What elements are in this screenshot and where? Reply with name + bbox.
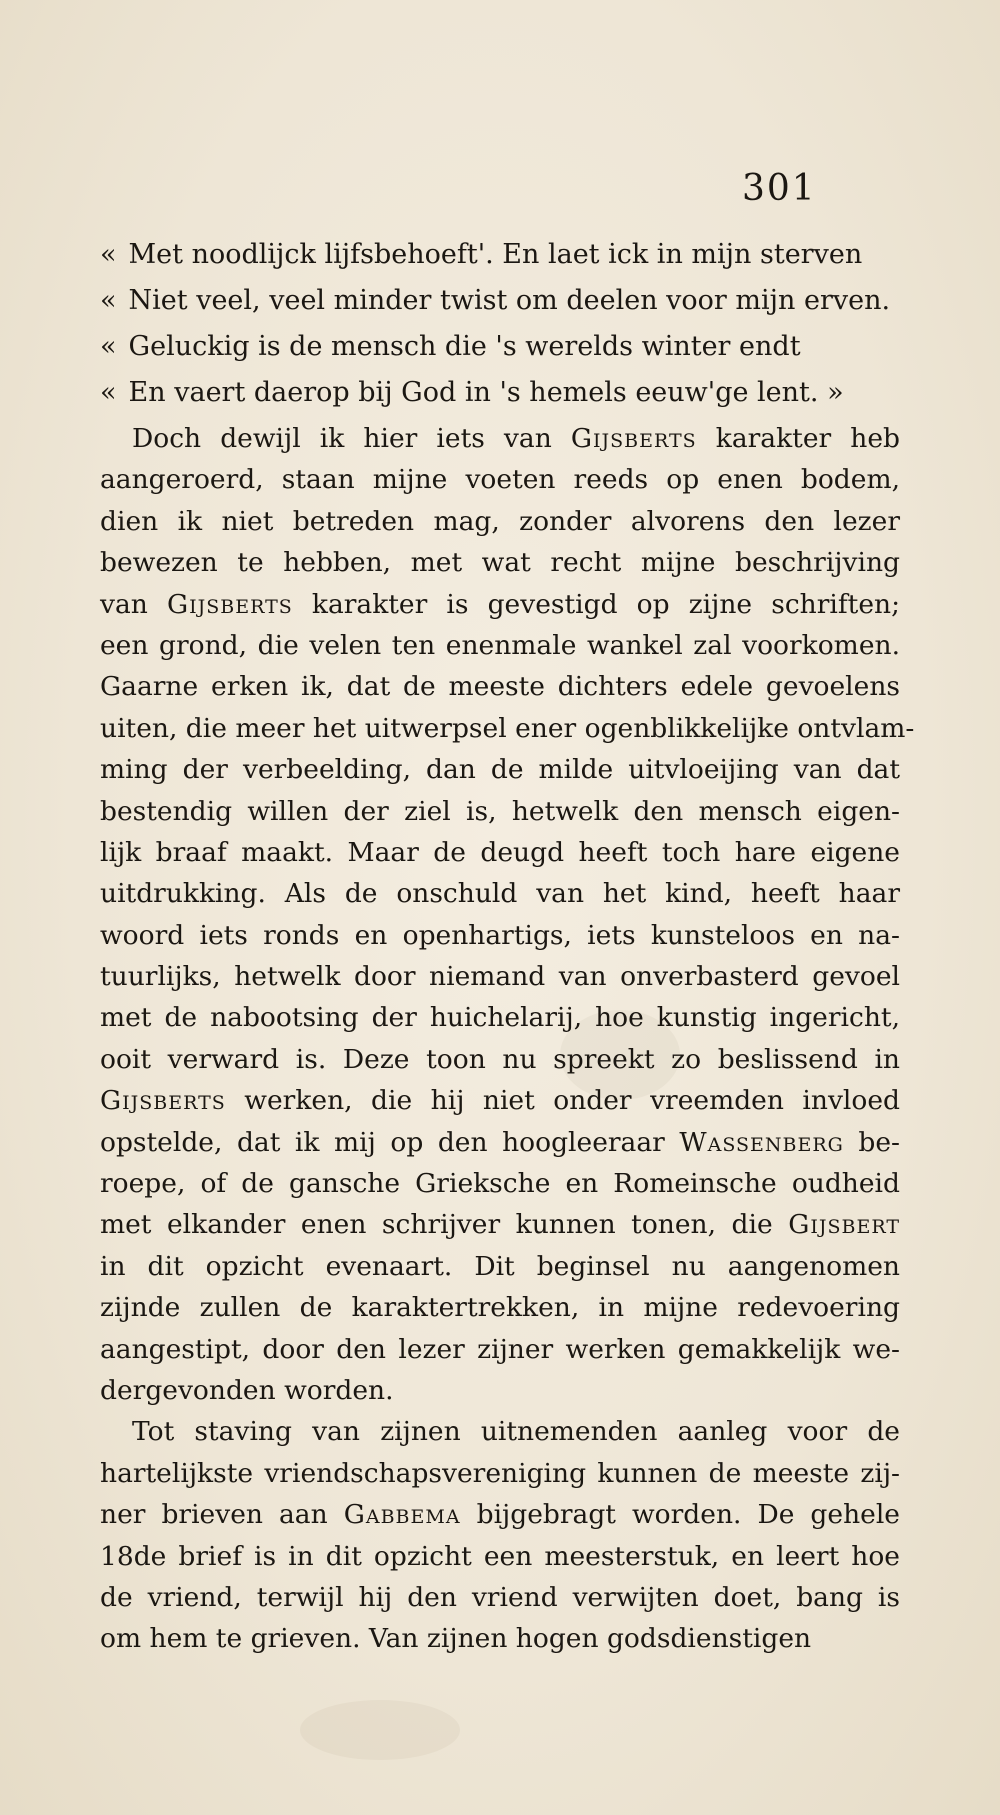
text-segment: dien ik niet betreden mag, zonder alvorens den lezer bbox=[100, 505, 900, 537]
text-segment: dergevonden worden. bbox=[100, 1374, 394, 1406]
text-segment: aangeroerd, staan mijne voeten reeds op enen bodem, bbox=[100, 464, 900, 496]
verse-text: Geluckig is de mensch die 's werelds winter endt bbox=[128, 331, 801, 362]
text-line bbox=[100, 1287, 900, 1328]
text-line bbox=[100, 1618, 900, 1659]
verse-line bbox=[100, 232, 900, 278]
page-number: 301 bbox=[742, 168, 817, 209]
text-segment: 18de brief is in dit opzicht een meesterstuk, en leert hoe bbox=[100, 1540, 900, 1572]
text-line bbox=[100, 1080, 900, 1121]
text-line bbox=[100, 459, 900, 500]
small-caps-name: Gabbema bbox=[343, 1499, 461, 1531]
text-line bbox=[100, 956, 900, 997]
text-line bbox=[100, 625, 900, 666]
text-segment: met elkander enen schrijver kunnen tonen, die bbox=[100, 1209, 789, 1241]
paper-stain bbox=[300, 1700, 460, 1760]
verse-quotation bbox=[100, 232, 900, 416]
text-line bbox=[100, 418, 900, 459]
text-segment: bijgebragt worden. De gehele bbox=[460, 1499, 900, 1531]
text-segment: Doch dewijl ik hier iets van bbox=[132, 423, 571, 454]
text-segment: tuurlijks, hetwelk door niemand van onverbasterd gevoel bbox=[100, 961, 900, 993]
text-segment: hartelijkste vriendschapsvereniging kunnen de meeste zij- bbox=[100, 1457, 900, 1489]
text-segment: opstelde, dat ik mij op den hoogleeraar bbox=[100, 1126, 680, 1158]
verse-text: Met noodlijck lijfsbehoeft'. En laet ick in mijn sterven bbox=[128, 239, 863, 270]
text-line bbox=[100, 749, 900, 790]
text-line bbox=[100, 832, 900, 873]
text-line bbox=[100, 1329, 900, 1370]
text-segment: karakter is gevestigd op zijne schriften; bbox=[292, 588, 901, 620]
verse-text: Niet veel, veel minder twist om deelen voor mijn erven. bbox=[128, 285, 891, 316]
text-line bbox=[100, 1246, 900, 1287]
text-segment: be- bbox=[843, 1126, 900, 1158]
text-line bbox=[100, 1494, 900, 1535]
text-segment: karakter heb bbox=[696, 423, 900, 454]
paragraph-1 bbox=[100, 418, 915, 1411]
text-segment: roepe, of de gansche Grieksche en Romeinsche oudheid bbox=[100, 1168, 900, 1200]
quote-mark: « bbox=[100, 331, 117, 362]
text-line bbox=[100, 666, 900, 707]
quote-mark: « bbox=[100, 377, 117, 408]
body-text bbox=[100, 418, 915, 1660]
small-caps-name: Gijsbert bbox=[788, 1209, 900, 1241]
text-segment: ming der verbeelding, dan de milde uitvloeijing van dat bbox=[100, 754, 900, 786]
text-segment: zijnde zullen de karaktertrekken, in mijne redevoering bbox=[100, 1292, 900, 1324]
text-segment: de vriend, terwijl hij den vriend verwijten doet, bang is bbox=[100, 1581, 900, 1613]
verse-text: En vaert daerop bij God in 's hemels eeuw'ge lent. » bbox=[128, 377, 844, 408]
text-segment: ooit verward is. Deze toon nu spreekt zo beslissend in bbox=[100, 1043, 900, 1075]
text-line bbox=[100, 708, 915, 749]
text-line bbox=[100, 1039, 900, 1080]
text-segment: uitdrukking. Als de onschuld van het kind, heeft haar bbox=[100, 878, 900, 910]
quote-mark: « bbox=[100, 285, 117, 316]
verse-line bbox=[100, 370, 900, 416]
text-segment: in dit opzicht evenaart. Dit beginsel nu aangenomen bbox=[100, 1250, 900, 1282]
text-segment: uiten, die meer het uitwerpsel ener ogenblikkelijke ontvlam- bbox=[100, 712, 915, 744]
text-segment: een grond, die velen ten enenmale wankel zal voorkomen. bbox=[100, 629, 900, 661]
text-line bbox=[100, 584, 900, 625]
text-segment: aangestipt, door den lezer zijner werken gemakkelijk we- bbox=[100, 1333, 900, 1365]
text-segment: Gaarne erken ik, dat de meeste dichters edele gevoelens bbox=[100, 671, 900, 703]
text-line bbox=[100, 1370, 900, 1411]
text-segment: ner brieven aan bbox=[100, 1499, 344, 1531]
small-caps-name: Gijsberts bbox=[100, 1085, 226, 1117]
small-caps-name: Gijsberts bbox=[570, 423, 697, 454]
text-line bbox=[100, 501, 900, 542]
paragraph-2 bbox=[100, 1411, 900, 1659]
text-line bbox=[100, 542, 900, 583]
text-segment: met de nabootsing der huichelarij, hoe kunstig ingericht, bbox=[100, 1002, 900, 1034]
text-line bbox=[100, 997, 900, 1038]
text-line bbox=[100, 1411, 900, 1452]
text-segment: woord iets ronds en openhartigs, iets kunsteloos en na- bbox=[100, 919, 900, 951]
verse-line bbox=[100, 278, 900, 324]
text-segment: van bbox=[100, 588, 167, 620]
text-line bbox=[100, 1204, 900, 1245]
text-line bbox=[100, 791, 900, 832]
text-line bbox=[100, 1536, 900, 1577]
text-segment: bewezen te hebben, met wat recht mijne beschrijving bbox=[100, 547, 900, 579]
text-segment: om hem te grieven. Van zijnen hogen godsdienstigen bbox=[100, 1623, 812, 1655]
text-segment: Tot staving van zijnen uitnemenden aanleg voor de bbox=[132, 1416, 900, 1448]
text-segment: lijk braaf maakt. Maar de deugd heeft toch hare eigene bbox=[100, 836, 900, 868]
text-line bbox=[100, 1163, 900, 1204]
verse-line bbox=[100, 324, 900, 370]
text-line bbox=[100, 1577, 900, 1618]
small-caps-name: Wassenberg bbox=[679, 1126, 844, 1158]
text-line bbox=[100, 1122, 900, 1163]
small-caps-name: Gijsberts bbox=[166, 588, 293, 620]
quote-mark: « bbox=[100, 239, 117, 270]
text-line bbox=[100, 915, 900, 956]
text-line bbox=[100, 1453, 900, 1494]
text-segment: bestendig willen der ziel is, hetwelk den mensch eigen- bbox=[100, 795, 900, 827]
text-line bbox=[100, 873, 900, 914]
text-segment: werken, die hij niet onder vreemden invloed bbox=[225, 1085, 900, 1117]
